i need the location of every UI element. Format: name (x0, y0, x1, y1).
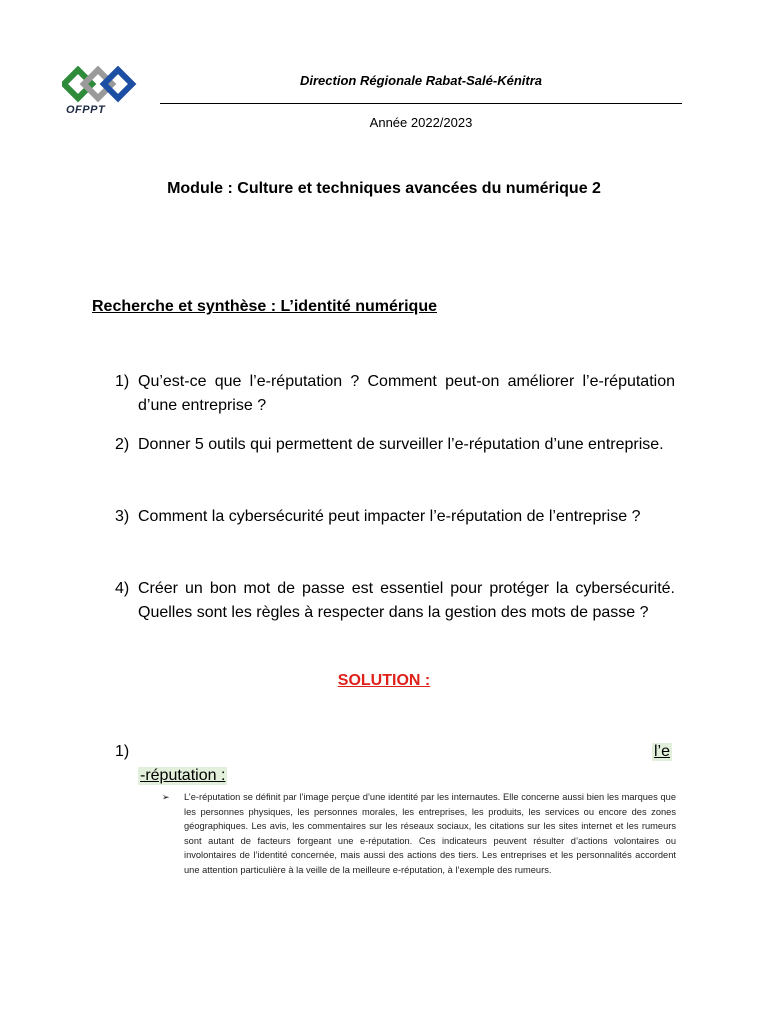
question-number: 2) (115, 436, 130, 453)
question-number: 1) (115, 373, 130, 390)
section-title: Recherche et synthèse : L’identité numérique (92, 298, 437, 315)
solution-item-number: 1) (115, 743, 130, 760)
question-text: Donner 5 outils qui permettent de surveiller l’e-réputation d’une entreprise. (138, 436, 664, 453)
solution-heading-part2: -réputation : (140, 767, 226, 784)
question-text: Comment la cybersécurité peut impacter l’e-réputation de l’entreprise ? (138, 508, 641, 525)
question-text: Qu’est-ce que l’e-réputation ? Comment peut-on améliorer l’e-réputation d’une entreprise ? (138, 373, 675, 414)
solution-heading-part1: l’e (654, 743, 671, 760)
question-number: 4) (115, 580, 130, 597)
solution-title: SOLUTION : (337, 672, 431, 689)
question-item (115, 433, 675, 457)
arrow-bullet-icon: ➢ (162, 792, 170, 802)
question-item (115, 505, 675, 529)
question-number: 3) (115, 508, 130, 525)
solution-paragraph: L’e-réputation se définit par l’image perçue d’une identité par les internautes. Elle concerne aussi bien les marques que les personnes physiques, les personnes morales, les entreprises, les produits, les services ou encore des zones géographiques. Les avis, les commentaires sur les réseaux sociaux, les citations sur les sites internet et les rumeurs sont autant de facteurs forgeant une e-réputation. Ces indicateurs peuvent résulter d’actions volontaires ou involontaires de l’identité concernée, mais aussi des actions des tiers. Les entreprises et les personnalités accordent une attention particulière à la veille de la meilleure e-réputation, à l’exemple des rumeurs. (184, 792, 676, 875)
question-item (115, 577, 675, 625)
organization-name: Direction Régionale Rabat-Salé-Kénitra (300, 73, 542, 88)
module-title: Module : Culture et techniques avancées du numérique 2 (167, 180, 601, 197)
question-text: Créer un bon mot de passe est essentiel pour protéger la cybersécurité. Quelles sont les règles à respecter dans la gestion des mots de passe ? (138, 580, 675, 621)
header-divider (160, 103, 682, 104)
academic-year: Année 2022/2023 (369, 115, 473, 130)
logo-text: OFPPT (66, 104, 106, 116)
question-item (115, 370, 675, 418)
